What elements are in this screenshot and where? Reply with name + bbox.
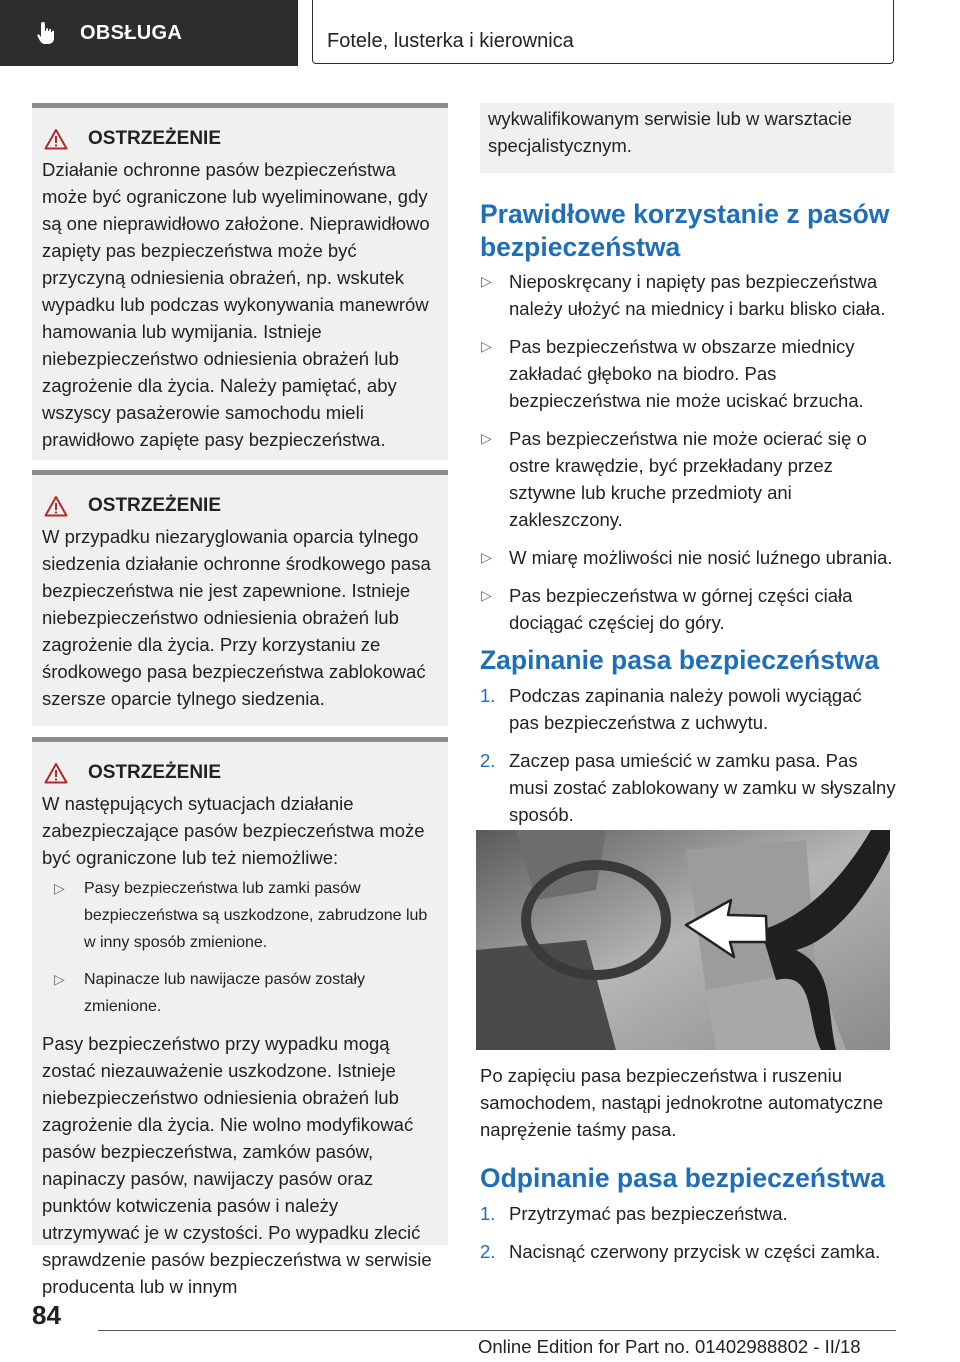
bullet-triangle-icon: ▷: [54, 971, 65, 987]
section-label: OBSŁUGA: [80, 21, 183, 44]
list-item: ▷ Nieposkręcany i napięty pas bezpieczeństwa należy ułożyć na miednicy i barku blisko ciała.: [480, 268, 896, 322]
step-item: 1. Podczas zapinania należy powoli wyciągać pas bezpieczeństwa z uchwytu.: [480, 685, 862, 733]
list-item: ▷ Pas bezpieczeństwa w obszarze miednicy zakładać głęboko na biodro. Pas bezpieczeństwa nie może uciskać brzucha.: [480, 333, 896, 414]
list-item: ▷ Pasy bezpieczeństwa lub zamki pasów bezpieczeństwa są uszkodzone, zabrudzone lub w inny sposób zmienione.: [42, 875, 438, 956]
page-number: 84: [32, 1300, 61, 1330]
warning-triangle-icon: [44, 495, 68, 517]
warning-triangle-icon: [44, 128, 68, 150]
warning-intro: W następujących sytuacjach działanie zabezpieczające pasów bezpieczeństwa może być ograniczone lub też niemożliwe:: [42, 793, 425, 868]
warning-title: OSTRZEŻENIE: [88, 128, 222, 149]
warning-box-3: [32, 737, 448, 1297]
tension-note: Po zapięciu pasa bezpieczeństwa i ruszeniu samochodem, nastąpi jednokrotne automatyczne naprężenie taśmy pasa.: [480, 1065, 884, 1140]
bullet-triangle-icon: ▷: [481, 338, 492, 354]
chapter-title: Fotele, lusterka i kierownica: [327, 30, 574, 52]
list-item: ▷ Napinacze lub nawijacze pasów zostały zmienione.: [42, 966, 438, 1020]
bullet-triangle-icon: ▷: [481, 430, 492, 446]
section-heading: Prawidłowe korzystanie z pasów bezpieczeństwa: [480, 199, 890, 262]
warning-box-2: [32, 470, 448, 726]
edition-note: Online Edition for Part no. 01402988802 - II/18: [478, 1336, 861, 1357]
warning-title: OSTRZEŻENIE: [88, 762, 222, 783]
warning-text: Pasy bezpieczeństwo przy wypadku mogą zostać niezauważenie uszkodzone. Istnieje niebezpieczeństwo odniesienia obrażeń lub zagrożenie dla życia. Nie wolno modyfikować pasów bezpieczeństwa, zamków pasów, napinaczy pasów, nawijaczy pasów oraz punktów kotwiczenia pasów i należy utrzymywać je w czystości. Po wypadku zlecić sprawdzenie pasów bezpieczeństwa w serwisie producenta lub w innym: [42, 1033, 432, 1297]
warning-text: W przypadku niezaryglowania oparcia tylnego siedzenia działanie ochronne środkowego pasa bezpieczeństwa nie jest zapewnione. Istnieje niebezpieczeństwo odniesienia obrażeń lub zagrożenie dla życia. Przy korzystaniu ze środkowego pasa bezpieczeństwa zablokować szersze oparcie tylnego siedzenia.: [42, 526, 431, 709]
warning-box-1: [32, 103, 448, 460]
warning-triangle-icon: [44, 762, 68, 784]
hand-pointer-icon: [34, 20, 60, 46]
list-item: ▷ Pas bezpieczeństwa nie może ocierać się o ostre krawędzie, być przekładany przez sztywne lub kruche przedmioty ani zakleszczony.: [480, 425, 896, 533]
step-item: 2. Zaczep pasa umieścić w zamku pasa. Pas musi zostać zablokowany w zamku w słyszalny sposób.: [480, 750, 896, 825]
page-header: [0, 0, 960, 66]
seatbelt-photo: [476, 830, 890, 1050]
bullet-triangle-icon: ▷: [481, 587, 492, 603]
bullet-triangle-icon: ▷: [481, 549, 492, 565]
step-item: 1. Przytrzymać pas bezpieczeństwa.: [480, 1203, 788, 1224]
bullet-triangle-icon: ▷: [54, 880, 65, 896]
list-item: ▷ W miarę możliwości nie nosić luźnego ubrania.: [480, 544, 896, 571]
section-tab: [0, 0, 298, 66]
footer-divider: [98, 1330, 896, 1331]
section-heading: Odpinanie pasa bezpieczeństwa: [480, 1163, 885, 1193]
step-item: 2. Nacisnąć czerwony przycisk w części zamka.: [480, 1241, 881, 1262]
list-item: ▷ Pas bezpieczeństwa w górnej części ciała dociągać częściej do góry.: [480, 582, 896, 636]
unfasten-steps: [480, 1200, 896, 1276]
bullet-triangle-icon: ▷: [481, 273, 492, 289]
fasten-steps: [480, 682, 896, 839]
warning-title: OSTRZEŻENIE: [88, 495, 222, 516]
warning-text: Działanie ochronne pasów bezpieczeństwa może być ograniczone lub wyeliminowane, gdy są one nieprawidłowo założone. Nieprawidłowo zapięty pas bezpieczeństwa może być przyczyną odniesienia obrażeń, np. wskutek wypadku lub podczas wykonywania manewrów hamowania lub wymijania. Istnieje niebezpieczeństwo odniesienia obrażeń lub zagrożenie dla życia. Należy pamiętać, aby wszyscy pasażerowie samochodu mieli prawidłowo zapięte pasy bezpieczeństwa.: [42, 159, 430, 450]
section-heading: Zapinanie pasa bezpieczeństwa: [480, 645, 880, 675]
continued-text: wykwalifikowanym serwisie lub w warsztacie specjalistycznym.: [480, 103, 894, 173]
warning-list: [42, 875, 438, 1020]
chapter-box: [312, 0, 894, 64]
usage-list: [480, 268, 896, 647]
